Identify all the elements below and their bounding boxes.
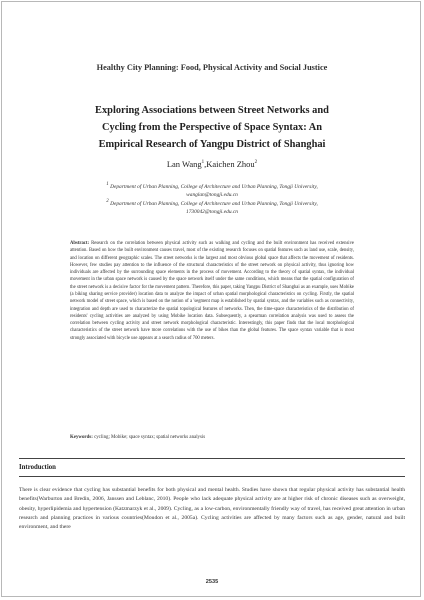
keywords-label: Keywords: xyxy=(70,435,93,440)
abstract xyxy=(70,240,354,342)
section-heading-introduction: Introduction xyxy=(19,464,56,471)
affiliation-email: 1730042@tongji.edu.cn xyxy=(186,208,238,215)
author-list xyxy=(0,159,424,169)
affiliation-superscript: 1 xyxy=(106,182,109,187)
page-number: 2535 xyxy=(205,579,219,585)
author-separator: , xyxy=(204,159,207,169)
introduction-paragraph: There is clear evidence that cycling has substantial benefits for both physical and mental health. Studies have shown that regular physical activity has substantial health benefits(Warburton and Bredin, 2006, Janssen and Leblanc, 2010). People who lack adequate physical activity are at higher risk of chronic diseases such as overweight, obesity, hyperlipidemia and hypertension (Katzmarzyk et al., 2009). Cycling, as a low-carbon, environmentally friendly way of travel, has received great attention in urban research and planning practices in various countries(Moudon et al., 2005a). Cycling activities are affected by many factors such as age, gender, natural and built environment, and there xyxy=(19,487,405,531)
affiliation-1 xyxy=(42,181,382,199)
keywords xyxy=(70,435,354,440)
title-line-2: Cycling from the Perspective of Space Syntax: An xyxy=(101,122,322,133)
paper-title xyxy=(60,102,364,153)
abstract-text: Research on the correlation between physical activity such as walking and cycling and the built environment has received extensive attention. Based on how the built environment causes travel, most of the existing research focuses on spatial features such as land use, scale, density, and location on different geographic scales. The street networks is the largest and most obvious global space that affects the movement of residents. However, few studies pay attention to the influence of the structural characteristics of the street network on physical activity, thus ignoring how individuals are affected by the surrounding space elements in the process of movement. According to the theory of spatial syntax, the individual movement in the urban space network is caused by the space network itself under the same conditions, which means that the spatial configuration of the street network is a decisive factor for the movement pattern. Therefore, this paper, taking Yangpu District of Shanghai as an example, uses Mobike (a biking sharing service provider) location data to analyze the impact of urban spatial morphological characteristics on cycling. Firstly, the spatial network model of street space, which is based on the notion of a 'segment map is established by spatial syntax, and the variables such as connectivity, integration and depth are used to characterize the spatial topological features of networks. Then, the time-space characteristics of the distribution of residents' cycling activities are analyzed by using Mobike location data. Subsequently, a spearman correlation analysis was used to assess the correlation between cycling activity and street network morphological characteristic. Interestingly, this paper finds that the local morphological characteristics of the street network have more correlations with the use of bikes than the global features. The space syntax variable that is most strongly associated with bicycle use appears at a search radius of 700 meters. xyxy=(70,241,354,341)
affiliation-text: Department of Urban Planning, College of Architecture and Urban Planning, Tongji University, xyxy=(110,183,318,190)
section-rule-bottom xyxy=(19,476,405,477)
affiliation-text: Department of Urban Planning, College of Architecture and Urban Planning, Tongji University, xyxy=(110,200,318,207)
section-rule-top xyxy=(19,458,405,459)
author-name: Lan Wang xyxy=(166,159,202,169)
affiliation-email: wanglan@tongji.edu.cn xyxy=(186,191,238,198)
author-superscript: 2 xyxy=(254,160,258,166)
abstract-label: Abstract: xyxy=(70,241,90,246)
keywords-text: cycling; Mobike; space syntax; spatial networks analysis xyxy=(94,435,206,440)
author-name: Kaichen Zhou xyxy=(206,159,255,169)
title-line-3: Empirical Research of Yangpu District of Shanghai xyxy=(98,139,326,150)
affiliation-2 xyxy=(42,198,382,216)
author-superscript: 1 xyxy=(201,160,205,166)
journal-header: Healthy City Planning: Food, Physical Activity and Social Justice xyxy=(96,63,328,72)
title-line-1: Exploring Associations between Street Networks and xyxy=(95,105,329,116)
affiliation-superscript: 2 xyxy=(106,199,109,204)
